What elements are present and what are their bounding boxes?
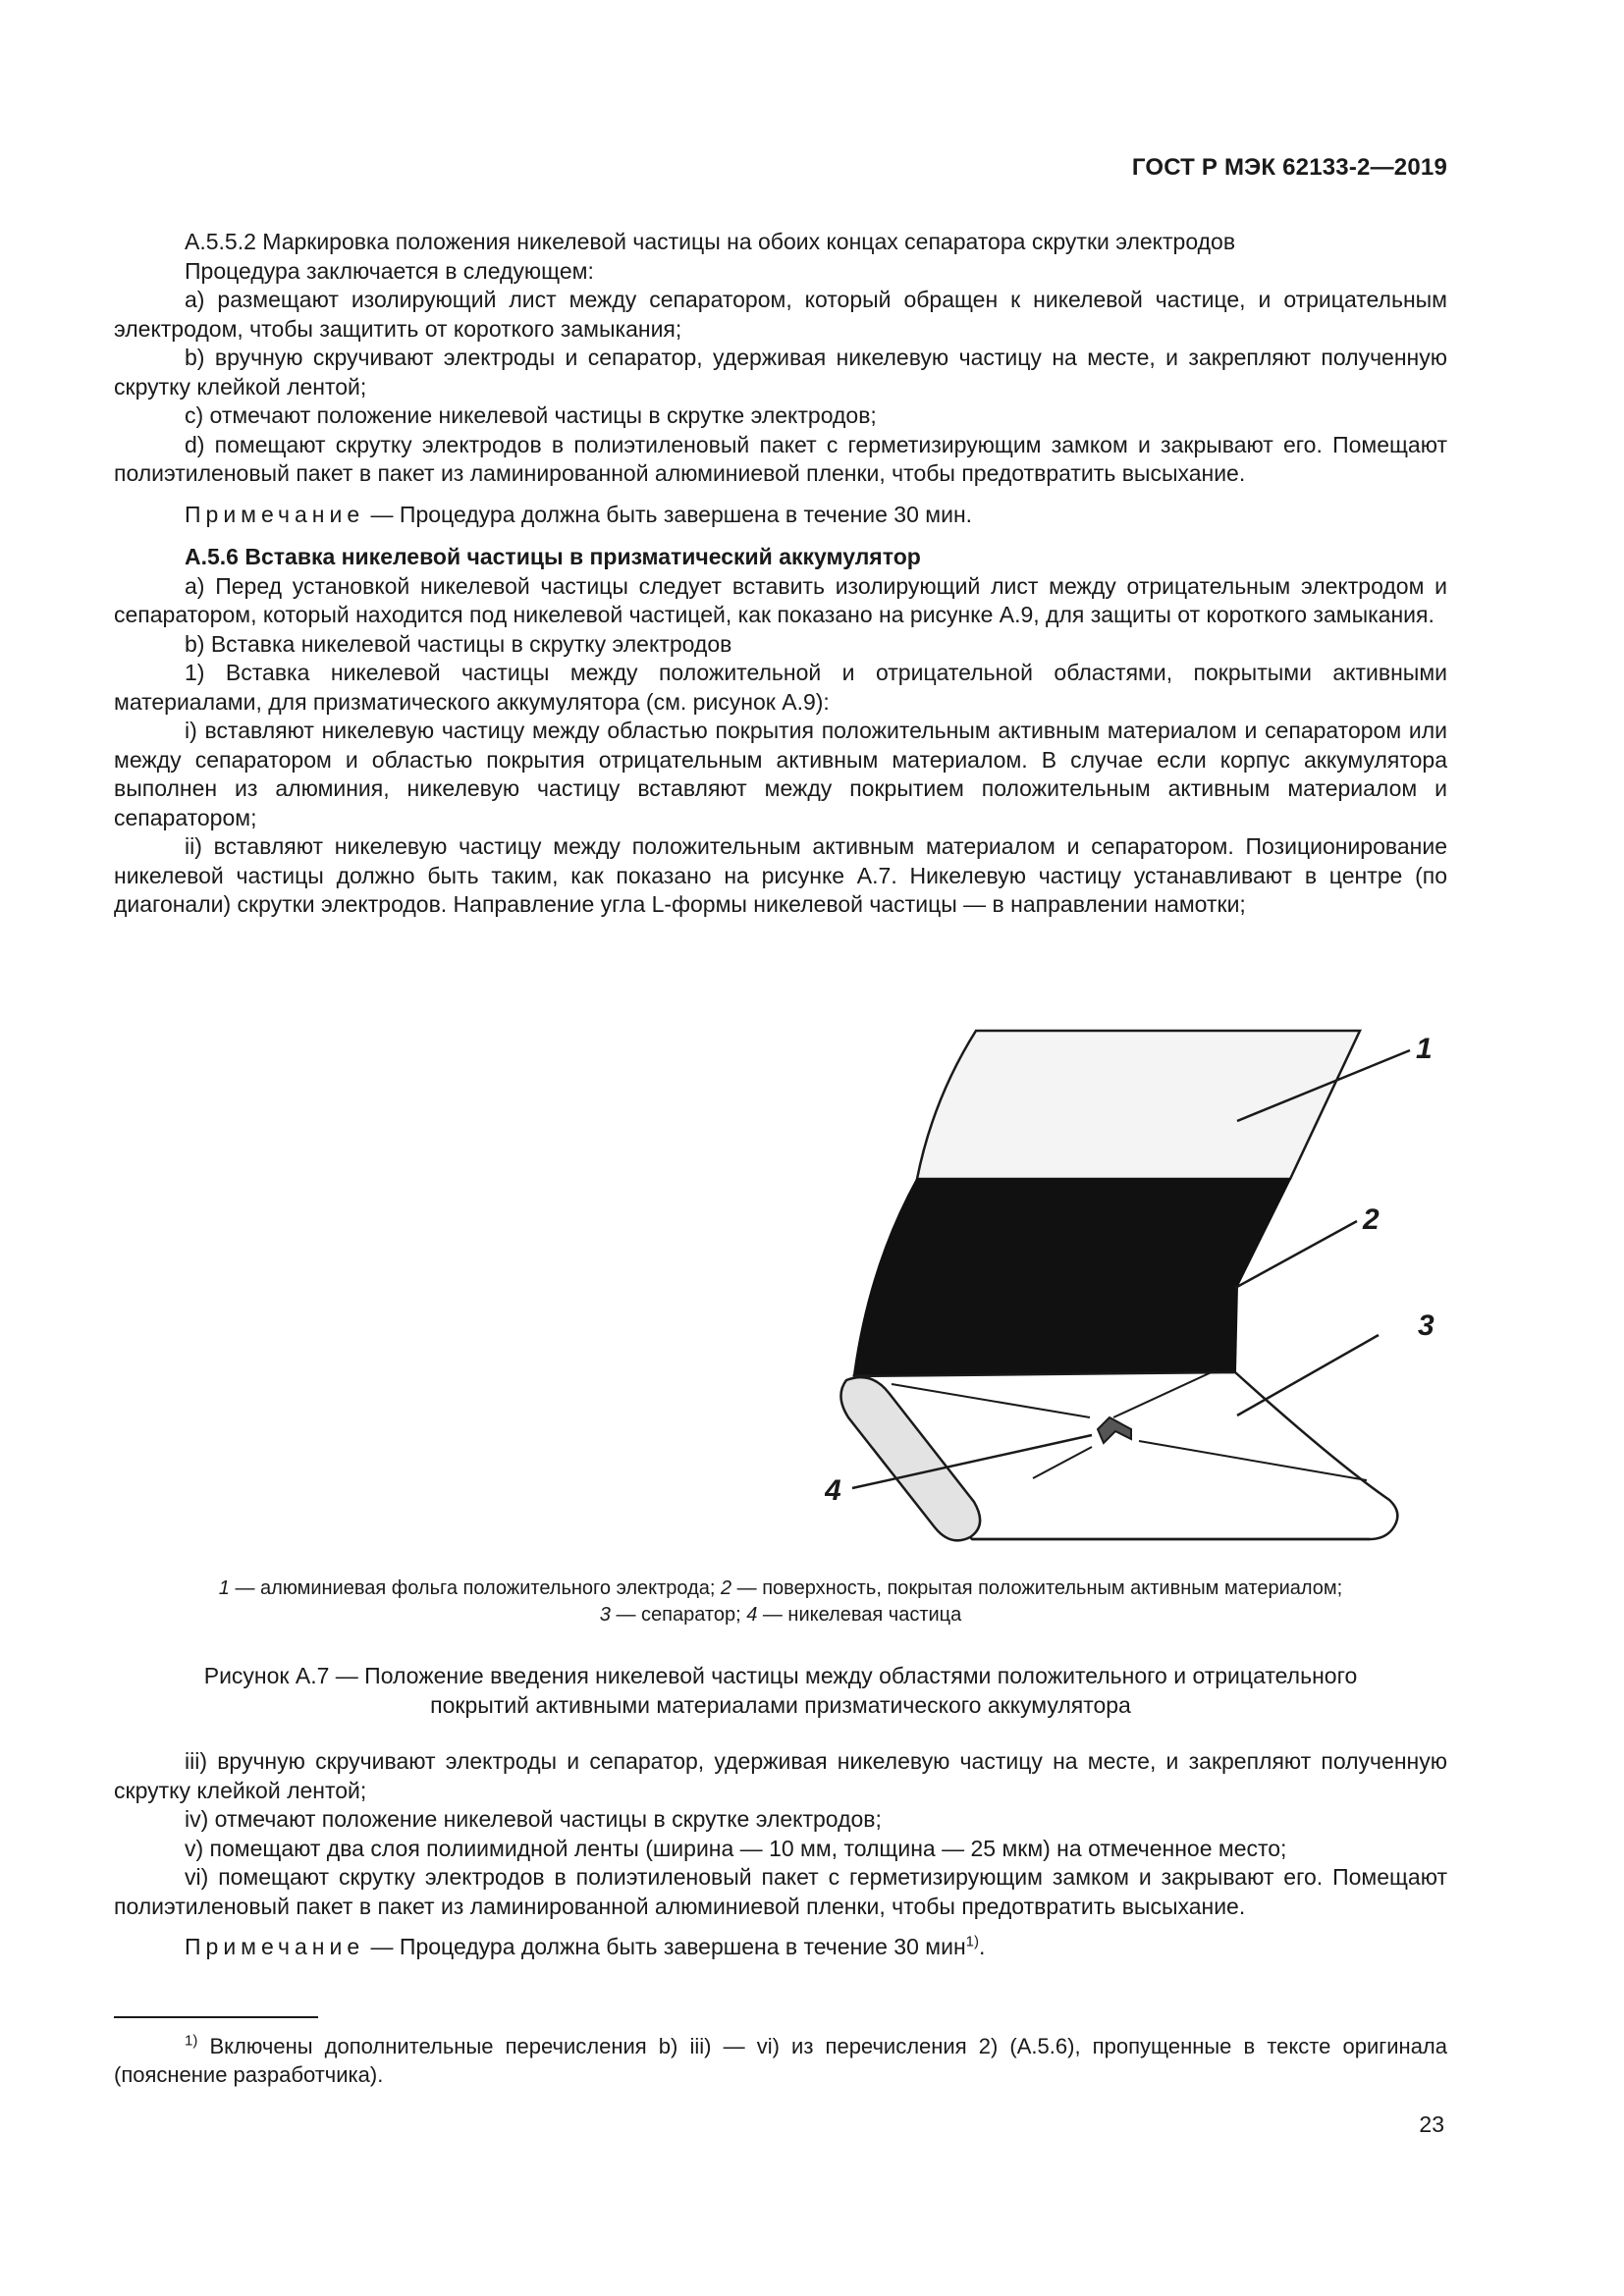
standard-code-header: ГОСТ Р МЭК 62133-2—2019 <box>1131 154 1447 181</box>
item-b: b) вручную скручивают электроды и сепаратор, удерживая никелевую частицу на месте, и закрепляют полученную скрутку клейкой лентой; <box>114 345 1447 400</box>
key-text-1: — алюминиевая фольга положительного электрода; <box>229 1577 721 1599</box>
procedure-intro: Процедура заключается в следующем: <box>185 257 594 284</box>
key-num-4: 4 <box>746 1604 758 1626</box>
item-a56-a: а) Перед установкой никелевой частицы следует вставить изолирующий лист между отрицательным электродом и сепаратором, который находится под никелевой частицей, как показано на рисунке А.9, для защиты от короткого замыкания. <box>114 572 1447 627</box>
item-iii: iii) вручную скручивают электроды и сепаратор, удерживая никелевую частицу на месте, и закрепляют полученную скрутку клейкой лентой; <box>114 1748 1447 1803</box>
key-num-1: 1 <box>218 1577 230 1599</box>
note-label: Примечание <box>185 501 365 527</box>
figure-title-line-2: покрытий активными материалами призматического аккумулятора <box>430 1692 1131 1718</box>
note-end: . <box>978 1934 986 1959</box>
item-a56-ii: ii) вставляют никелевую частицу между положительным активным материалом и сепаратором. Позиционирование никелевой частицы должно быть таким, как показано на рисунке А.7. Никелевую частицу устанавливают в центре (по диагонали) скрутки электродов. Направление угла L-формы никелевой частицы — в направлении намотки; <box>114 833 1447 917</box>
figure-label-3: 3 <box>1418 1309 1435 1342</box>
item-a: а) размещают изолирующий лист между сепаратором, который обращен к никелевой частице, и отрицательным электродом, чтобы защитить от короткого замыкания; <box>114 287 1447 342</box>
text-block-upper <box>114 228 1447 920</box>
figure-title <box>114 1661 1447 1720</box>
leader-line-3 <box>1237 1335 1379 1415</box>
foil-region <box>917 1031 1360 1179</box>
note-2 <box>114 1933 1447 1962</box>
note-text: — Процедура должна быть завершена в течение 30 мин. <box>364 501 973 527</box>
key-num-3: 3 <box>599 1604 611 1626</box>
footnote-ref: 1) <box>965 1933 979 1950</box>
figure-title-line-1: Рисунок А.7 — Положение введения никелевой частицы между областями положительного и отрицательного <box>203 1663 1358 1688</box>
figure-key <box>114 1575 1447 1629</box>
footnote-marker: 1) <box>185 2032 198 2050</box>
text-block-lower <box>114 1747 1447 1962</box>
figure-label-4: 4 <box>825 1474 841 1507</box>
item-vi: vi) помещают скрутку электродов в полиэтиленовый пакет с герметизирующим замком и закрывают его. Помещают полиэтиленовый пакет в пакет из ламинированной алюминиевой пленки, чтобы предотвратить высыхание. <box>114 1864 1447 1919</box>
item-v: v) помещают два слоя полиимидной ленты (ширина — 10 мм, толщина — 25 мкм) на отмеченное место; <box>185 1835 1287 1861</box>
figure-label-1: 1 <box>1416 1033 1433 1065</box>
key-text-4: — никелевая частица <box>757 1604 962 1626</box>
item-c: с) отмечают положение никелевой частицы в скрутке электродов; <box>185 402 877 428</box>
figure-a7-diagram <box>825 1011 1453 1561</box>
item-d: d) помещают скрутку электродов в полиэтиленовый пакет с герметизирующим замком и закрывают его. Помещают полиэтиленовый пакет в пакет из ламинированной алюминиевой пленки, чтобы предотвратить высыхание. <box>114 431 1447 486</box>
item-iv: iv) отмечают положение никелевой частицы в скрутке электродов; <box>185 1806 882 1832</box>
figure-label-2: 2 <box>1363 1203 1380 1236</box>
item-a56-b1: 1) Вставка никелевой частицы между положительной и отрицательной областями, покрытыми активными материалами, для призматического аккумулятора (см. рисунок А.9): <box>114 660 1447 715</box>
key-text-3: — сепаратор; <box>610 1604 747 1626</box>
key-num-2: 2 <box>720 1577 732 1599</box>
footnote-text: Включены дополнительные перечисления b) iii) — vi) из перечисления 2) (А.5.6), пропущенные в тексте оригинала (пояснение разработчика). <box>114 2034 1447 2087</box>
page-number: 23 <box>1419 2111 1444 2137</box>
note-1 <box>114 501 1447 530</box>
key-text-2: — поверхность, покрытая положительным активным материалом; <box>731 1577 1343 1599</box>
note-label-2: Примечание <box>185 1934 365 1959</box>
section-heading-a56: А.5.6 Вставка никелевой частицы в призматический аккумулятор <box>185 544 921 569</box>
section-heading-a552: А.5.5.2 Маркировка положения никелевой частицы на обоих концах сепаратора скрутки электродов <box>185 229 1236 254</box>
active-material-region <box>854 1179 1290 1374</box>
footnote <box>114 2032 1447 2089</box>
footnote-rule <box>114 2016 318 2018</box>
item-a56-i: i) вставляют никелевую частицу между областью покрытия положительным активным материалом и сепаратором или между сепаратором и областью покрытия отрицательным активным материалом. В случае если корпус аккумулятора выполнен из алюминия, никелевую частицу вставляют между покрытием положительным активным материалом и сепаратором; <box>114 718 1447 830</box>
item-a56-b: b) Вставка никелевой частицы в скрутку электродов <box>185 630 732 657</box>
note-text-2: — Процедура должна быть завершена в течение 30 мин <box>364 1934 966 1959</box>
